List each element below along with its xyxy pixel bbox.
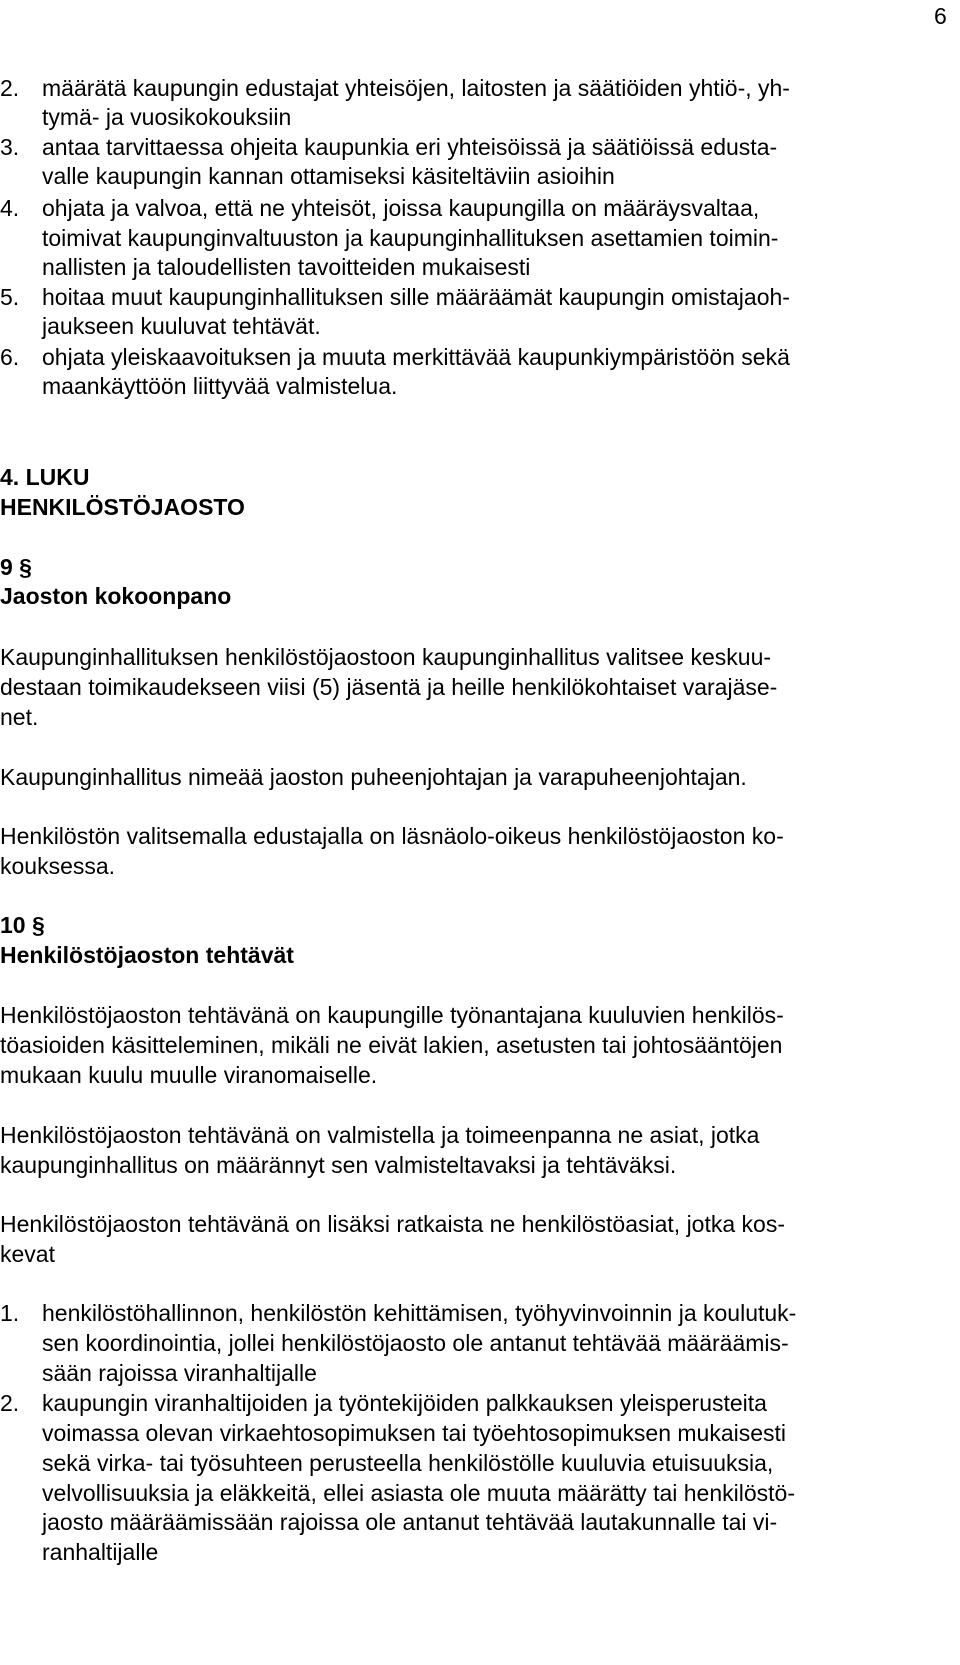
list-number: 2.	[0, 1390, 20, 1416]
list-text: ohjata yleiskaavoituksen ja muuta merkittävää kaupunkiympäristöön sekä	[42, 344, 790, 370]
list-text: velvollisuuksia ja eläkkeitä, ellei asiasta ole muuta määrätty tai henkilöstö-	[42, 1480, 795, 1506]
chapter-title: HENKILÖSTÖJAOSTO	[0, 494, 245, 520]
list-item	[0, 72, 790, 104]
section-number: 10 §	[0, 912, 45, 938]
list-number: 5.	[0, 284, 20, 310]
list-text: voimassa olevan virkaehtosopimuksen tai työehtosopimuksen mukaisesti	[42, 1420, 787, 1446]
list-text: maankäyttöön liittyvää valmistelua.	[42, 373, 398, 399]
list-text: henkilöstöhallinnon, henkilöstön kehittämisen, työhyvinvoinnin ja koulutuk-	[42, 1300, 797, 1326]
list-text: antaa tarvittaessa ohjeita kaupunkia eri yhteisöissä ja säätiöissä edusta-	[42, 134, 778, 160]
list-number: 4.	[0, 195, 20, 221]
section-title: Jaoston kokoonpano	[0, 583, 232, 609]
section-number: 9 §	[0, 554, 32, 580]
list-text: sekä virka- tai työsuhteen perusteella henkilöstölle kuuluvia etuisuuksia,	[42, 1450, 774, 1476]
list-number: 1.	[0, 1300, 20, 1326]
list-text: tymä- ja vuosikokouksiin	[42, 104, 292, 130]
list-item	[0, 1387, 767, 1419]
paragraph-line: Henkilöstöjaoston tehtävänä on valmistella ja toimeenpanna ne asiat, jotka	[0, 1122, 760, 1148]
paragraph-line: net.	[0, 704, 39, 730]
paragraph-line: Kaupunginhallituksen henkilöstöjaostoon kaupunginhallitus valitsee keskuu-	[0, 644, 772, 670]
paragraph-line: mukaan kuulu muulle viranomaiselle.	[0, 1062, 378, 1088]
paragraph-line: destaan toimikaudekseen viisi (5) jäsentä ja heille henkilökohtaiset varajäse-	[0, 674, 778, 700]
chapter-number: 4. LUKU	[0, 464, 90, 490]
list-text: hoitaa muut kaupunginhallituksen sille määräämät kaupungin omistajaoh-	[42, 284, 790, 310]
paragraph-line: töasioiden käsitteleminen, mikäli ne eivät lakien, asetusten tai johtosääntöjen	[0, 1032, 783, 1058]
list-text: nallisten ja taloudellisten tavoitteiden mukaisesti	[42, 254, 531, 280]
list-number: 6.	[0, 344, 20, 370]
paragraph-line: Henkilöstön valitsemalla edustajalla on läsnäolo-oikeus henkilöstöjaoston ko-	[0, 823, 784, 849]
list-item	[0, 1297, 796, 1329]
paragraph-line: kouksessa.	[0, 853, 116, 879]
list-text: kaupungin viranhaltijoiden ja työntekijöiden palkkauksen yleisperusteita	[42, 1390, 767, 1416]
section-title: Henkilöstöjaoston tehtävät	[0, 942, 294, 968]
list-text: jaukseen kuuluvat tehtävät.	[42, 313, 321, 339]
list-text: sään rajoissa viranhaltijalle	[42, 1360, 317, 1386]
paragraph-line: kevat	[0, 1241, 55, 1267]
list-text: ranhaltijalle	[42, 1539, 159, 1565]
list-text: ohjata ja valvoa, että ne yhteisöt, joissa kaupungilla on määräysvaltaa,	[42, 195, 760, 221]
list-number: 2.	[0, 75, 20, 101]
list-text: määrätä kaupungin edustajat yhteisöjen, laitosten ja säätiöiden yhtiö-, yh-	[42, 75, 790, 101]
list-item	[0, 131, 777, 163]
list-item	[0, 341, 790, 373]
list-number: 3.	[0, 134, 20, 160]
paragraph-line: Kaupunginhallitus nimeää jaoston puheenjohtajan ja varapuheenjohtajan.	[0, 764, 747, 790]
list-item	[0, 281, 790, 313]
paragraph-line: Henkilöstöjaoston tehtävänä on kaupungille työnantajana kuuluvien henkilös-	[0, 1002, 784, 1028]
list-text: toimivat kaupunginvaltuuston ja kaupunginhallituksen asettamien toimin-	[42, 225, 779, 251]
paragraph-line: kaupunginhallitus on määrännyt sen valmisteltavaksi ja tehtäväksi.	[0, 1152, 677, 1178]
list-item	[0, 192, 759, 224]
paragraph-line: Henkilöstöjaoston tehtävänä on lisäksi ratkaista ne henkilöstöasiat, jotka kos-	[0, 1211, 785, 1237]
page-number: 6	[934, 3, 947, 29]
list-text: valle kaupungin kannan ottamiseksi käsiteltäviin asioihin	[42, 163, 615, 189]
list-text: jaosto määräämissään rajoissa ole antanut tehtävää lautakunnalle tai vi-	[42, 1509, 778, 1535]
list-text: sen koordinointia, jollei henkilöstöjaosto ole antanut tehtävää määräämis-	[42, 1330, 789, 1356]
